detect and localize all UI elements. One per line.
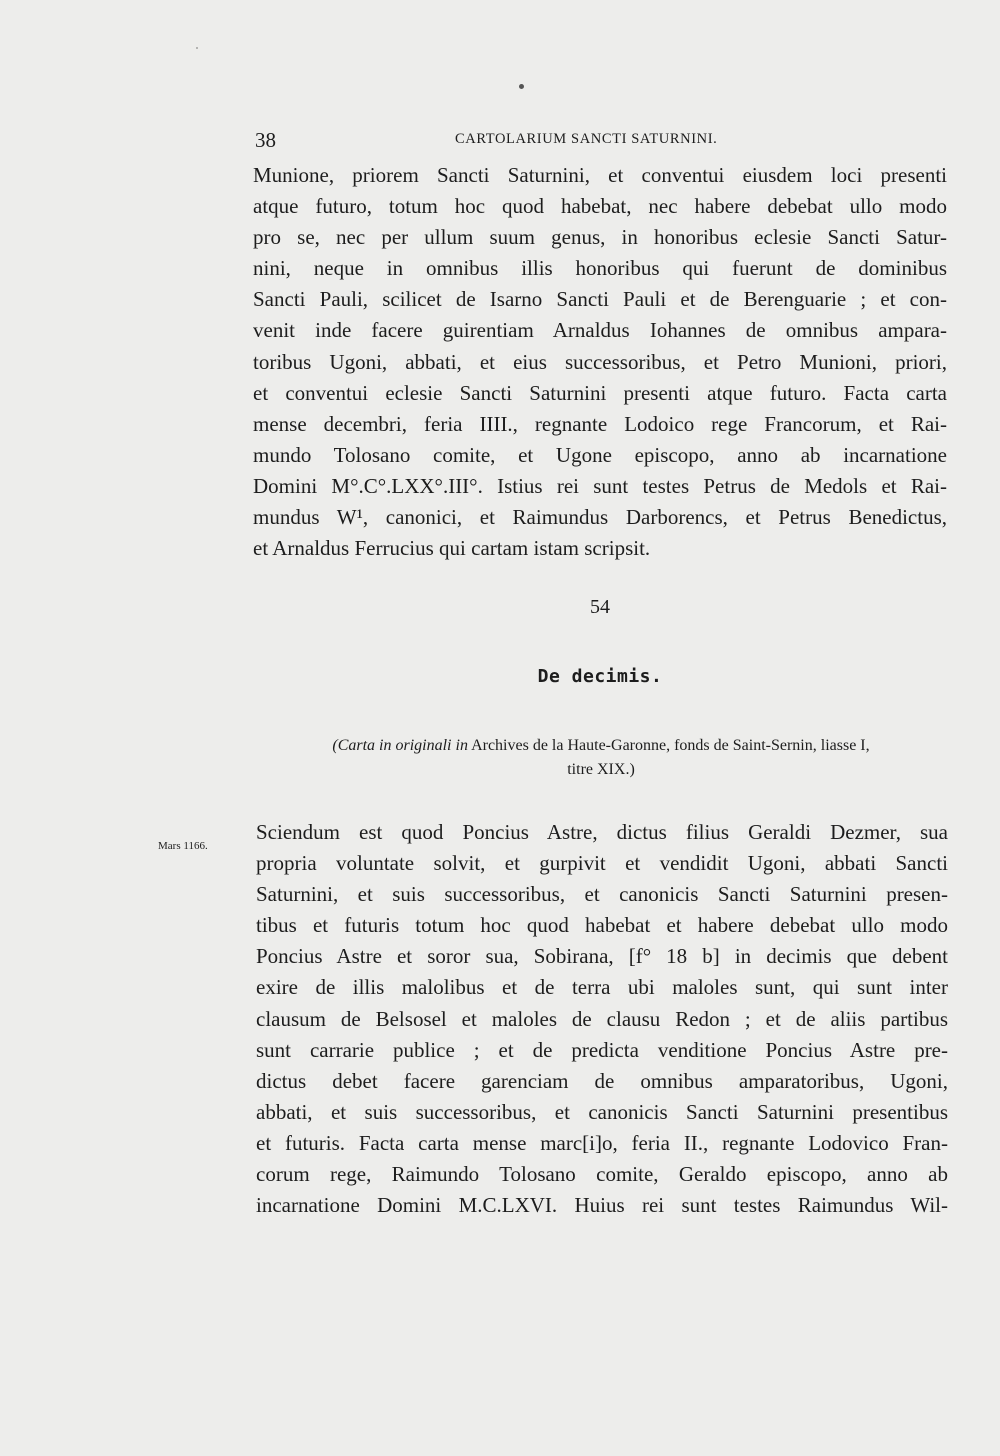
source-note [255, 734, 947, 782]
source-note-line: titre XIX.) [567, 761, 635, 778]
text-line: tibus et futuris totum hoc quod habebat et habere debebat ullo modo [256, 913, 948, 938]
text-line: Munione, priorem Sancti Saturnini, et conventui eiusdem loci presenti [253, 163, 947, 187]
text-line: et Arnaldus Ferrucius qui cartam istam scripsit. [253, 536, 651, 561]
text-line: et conventui eclesie Sancti Saturnini presenti atque futuro. Facta carta [253, 380, 947, 405]
text-line: clausum de Belsosel et maloles de clausu Redon ; et de aliis partibus [256, 1006, 948, 1031]
text-line: propria voluntate solvit, et gurpivit et vendidit Ugoni, abbati Sancti [256, 851, 948, 876]
text-line: Domini M°.C°.LXX°.III°. Istius rei sunt testes Petrus de Medols et Rai- [253, 473, 947, 498]
document-title: De decimis. [537, 666, 663, 687]
text-line: Sciendum est quod Poncius Astre, dictus filius Geraldi Dezmer, sua [256, 820, 948, 844]
text-line: venit inde facere guirentiam Arnaldus Iohannes de omnibus ampara- [253, 318, 947, 343]
text-line: Poncius Astre et soror sua, Sobirana, [f° 18 b] in decimis que debent [256, 944, 948, 969]
text-line: sunt carrarie publice ; et de predicta venditione Poncius Astre pre- [256, 1037, 948, 1062]
ink-speck [519, 84, 524, 89]
ink-speck [196, 47, 198, 49]
text-line: Sancti Pauli, scilicet de Isarno Sancti Pauli et de Berenguarie ; et con- [253, 287, 947, 312]
text-line: corum rege, Raimundo Tolosano comite, Geraldo episcopo, anno ab [256, 1162, 948, 1187]
running-title: CARTOLARIUM SANCTI SATURNINI. [455, 131, 718, 147]
margin-date: Mars 1166. [158, 840, 208, 852]
text-line: atque futuro, totum hoc quod habebat, nec habere debebat ullo modo [253, 194, 947, 219]
text-line: toribus Ugoni, abbati, et eius successoribus, et Petro Munioni, priori, [253, 349, 947, 374]
text-line: exire de illis malolibus et de terra ubi maloles sunt, qui sunt inter [256, 975, 948, 1000]
text-line: et futuris. Facta carta mense marc[i]o, feria II., regnante Lodovico Fran- [256, 1130, 948, 1155]
source-note-line [255, 734, 947, 758]
text-line: nini, neque in omnibus illis honoribus qui fuerunt de dominibus [253, 256, 947, 281]
text-line: dictus debet facere garenciam de omnibus amparatoribus, Ugoni, [256, 1068, 948, 1093]
text-line: pro se, nec per ullum suum genus, in honoribus eclesie Sancti Satur- [253, 225, 947, 250]
page-number: 38 [255, 128, 276, 152]
source-note-archive: Archives de la Haute-Garonne, fonds de Saint-Sernin, liasse I, [467, 737, 870, 754]
document-number: 54 [590, 596, 610, 618]
source-note-italic: (Carta in originali in [332, 737, 468, 754]
text-line: abbati, et suis successoribus, et canonicis Sancti Saturnini presentibus [256, 1099, 948, 1124]
charter-text [256, 817, 948, 1221]
text-line: incarnatione Domini M.C.LXVI. Huius rei sunt testes Raimundus Wil- [256, 1193, 948, 1218]
text-line: mundus W¹, canonici, et Raimundus Darborencs, et Petrus Benedictus, [253, 505, 947, 530]
text-line: Saturnini, et suis successoribus, et canonicis Sancti Saturnini presen- [256, 882, 948, 907]
text-line: mense decembri, feria IIII., regnante Lodoico rege Francorum, et Rai- [253, 411, 947, 436]
charter-text-continued [253, 160, 947, 564]
text-line: mundo Tolosano comite, et Ugone episcopo, anno ab incarnatione [253, 442, 947, 467]
running-header [255, 128, 945, 152]
